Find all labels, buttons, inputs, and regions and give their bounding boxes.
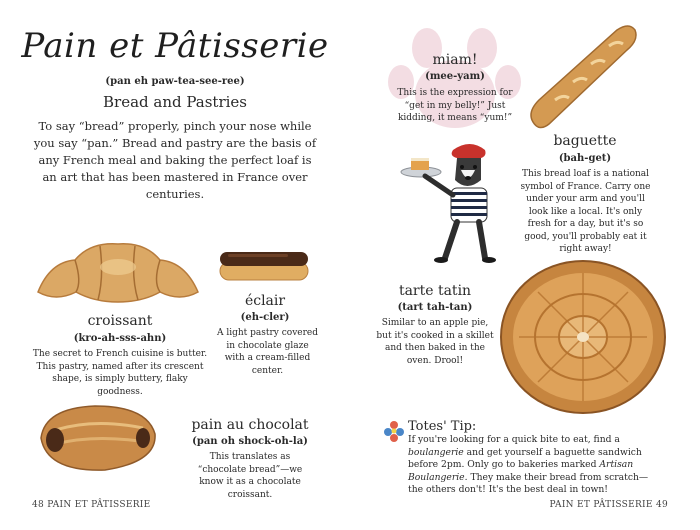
miam-name: miam! [432, 52, 478, 68]
miam-pronunciation: (mee-yam) [425, 71, 485, 82]
tarte-tatin-illustration [498, 258, 668, 416]
tarte-tatin-description: Similar to an apple pie, but it's cooked in a skillet and then baked in the oven. Drool! [376, 318, 494, 366]
croissant-pronunciation: (kro-ah-sss-ahn) [73, 333, 167, 344]
dog-mascot-illustration [395, 140, 505, 265]
left-footer: 48 PAIN ET PÂTISSERIE [32, 500, 151, 510]
tip-title: Totes' Tip: [408, 419, 477, 434]
croissant-illustration [30, 232, 205, 317]
tip-text-2: and get yourself a baguette sandwich before 2pm. Only go to bakeries marked [408, 446, 642, 470]
tip-emphasis-boulangerie: boulangerie [408, 446, 464, 458]
tarte-tatin-name: tarte tatin [398, 283, 472, 299]
croissant-description: The secret to French cuisine is butter. This pastry, named after its crescent shape, is simply buttery, flaky goodness. [32, 349, 208, 397]
baguette-name: baguette [553, 133, 617, 149]
tip-body [408, 434, 658, 497]
baguette-description: This bread loaf is a national symbol of France. Carry one under your arm and you'll look like a local. It's only fresh for a day, but it's so good, you'll probably eat it right away! [520, 169, 651, 254]
right-page [350, 0, 700, 530]
pain-au-chocolat-pronunciation: (pan oh shock-oh-la) [192, 436, 308, 447]
baguette-illustration [525, 22, 640, 132]
tip-emphasis-artisan: Artisan Boulangerie [408, 459, 634, 483]
page-title: Pain et Pâtisserie [21, 26, 329, 66]
eclair-description: A light pastry covered in chocolate glaze with a cream-filled center. [216, 328, 319, 376]
page-subtitle: Bread and Pastries [103, 93, 247, 111]
tip-text-3: . They make their bread from scratch—the others don't! It's the best deal in town! [408, 471, 649, 495]
tip-flower-icon [383, 420, 405, 442]
pain-au-chocolat-illustration [35, 400, 160, 475]
eclair-pronunciation: (eh-cler) [240, 312, 290, 323]
tarte-tatin-pronunciation: (tart tah-tan) [397, 302, 473, 313]
miam-description: This is the expression for “get in my belly!” Just kidding, it means “yum!” [397, 88, 513, 123]
croissant-name: croissant [87, 313, 153, 329]
pain-au-chocolat-description: This translates as “chocolate bread”—we know it as a chocolate croissant. [197, 452, 303, 500]
tip-text-1: If you're looking for a quick bite to eat, find a [408, 434, 620, 445]
title-pronunciation: (pan eh paw-tea-see-ree) [105, 76, 245, 87]
right-footer: PAIN ET PÂTISSERIE 49 [549, 500, 668, 510]
eclair-illustration [218, 248, 310, 284]
eclair-name: éclair [244, 293, 286, 309]
baguette-pronunciation: (bah-get) [558, 153, 612, 164]
intro-paragraph: To say “bread” properly, pinch your nose while you say “pan.” Bread and pastry are the basis of any French meal and baking the perfect loaf is an art that has been mastered in France over centuries. [33, 119, 317, 201]
pain-au-chocolat-name: pain au chocolat [191, 417, 309, 433]
